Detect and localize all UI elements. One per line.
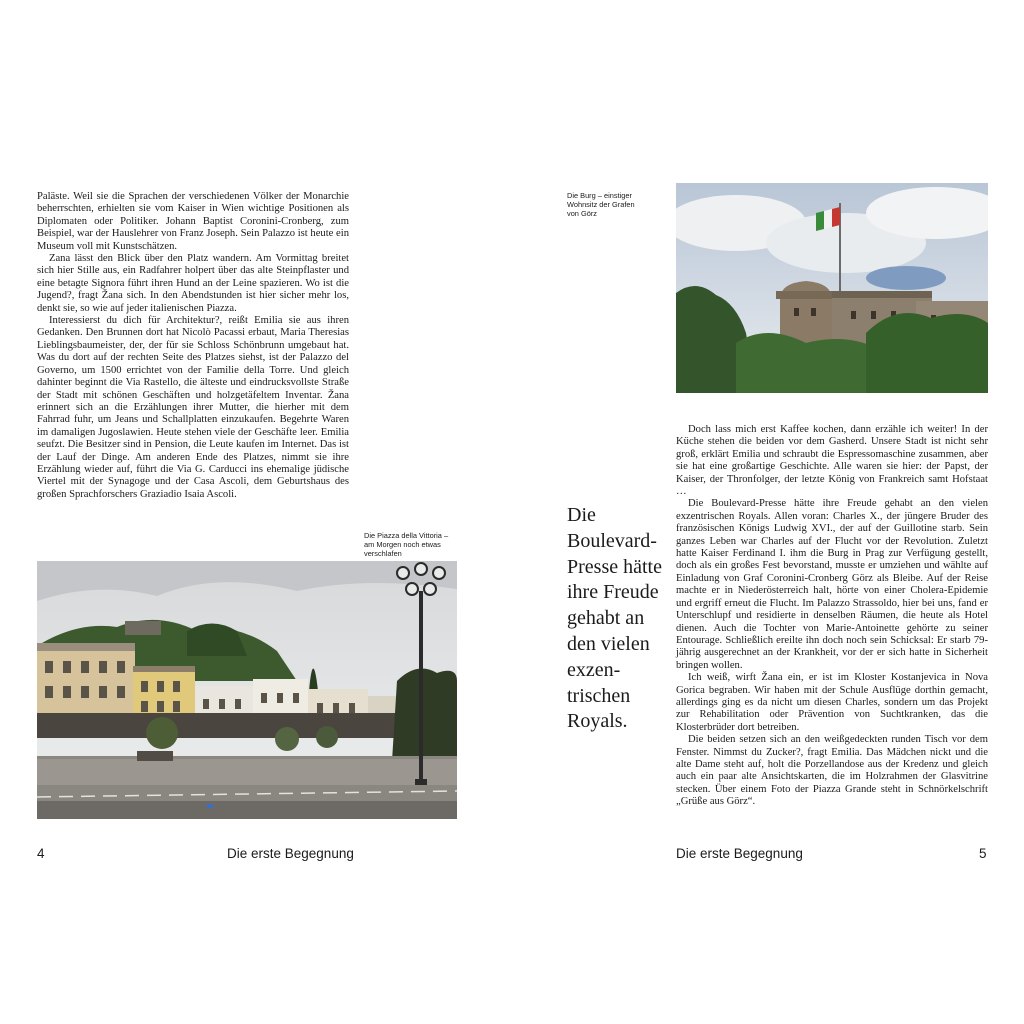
castle-photo	[676, 183, 988, 393]
right-photo-caption: Die Burg – einstiger Wohnsitz der Grafen von Görz	[567, 191, 635, 218]
paragraph: Ich weiß, wirft Žana ein, er ist im Kloster Kostanjevica in Nova Gorica begraben. Wir haben mit der Schule Ausflüge dorthin gemacht, allerdings ging es da nicht um diesen Charles, sondern um das Projekt zur Rehabilitation oder Prävention von Suchtkranken, das die Klosterbrüder dort betreiben.	[676, 672, 988, 733]
paragraph: Paläste. Weil sie die Sprachen der verschiedenen Völker der Monarchie beherrschten, erhielten sie vom Kaiser in Wien wichtige Positionen als Diplomaten oder Politiker. Johann Baptist Coronini-Cronberg, zum Beispiel, war der Hauslehrer von Franz Joseph. Sein Palazzo ist heute ein Museum voll mit Kunstschätzen.	[37, 191, 349, 252]
left-photo-caption: Die Piazza della Vittoria – am Morgen noch etwas verschlafen	[364, 531, 449, 558]
paragraph: Die Boulevard-Presse hätte ihre Freude gehabt an den vielen exzentrischen Royals. Allen voran: Charles X., der jüngere Bruder des französischen Königs Ludwig XVI., der auf der Guillotine starb. Sein ganzes Leben war Charles auf der Flucht vor der Revolution. Zuletzt hatte Kaiser Ferdinand I. ihm die Burg in Prag zur Verfügung gestellt, doch als ein großes Fest bevorstand, musste er umziehen und wählte auf Einladung von Graf Coronini-Cronberg Görz als Bleibe. Auf der Reise machte er in Niederösterreich halt, hörte von einer Cholera-Epidemie und ergriff erneut die Flucht. Im Palazzo Strassoldo, hier bei uns, fand er Unterschlupf und residierte in denselben Räumen, die heute als Hotel dienen. Auch die Tochter von Marie-Antoinette gehörte zu seiner Entourage. Schließlich ereilte ihn doch noch sein Schicksal: Er starb 79-jährig ausgerechnet an der Krankheit, vor der er sich hatte in Sicherheit bringen wollen.	[676, 498, 988, 671]
paragraph: Die beiden setzen sich an den weißgedeckten runden Tisch vor dem Fenster. Nimmst du Zucker?, fragt Emilia. Das Mädchen nickt und die alte Dame steht auf, holt die Porzellandose aus der Kredenz und gleich auch ein paar alte Ansichtskarten, die im Holzrahmen der Glasvitrine stecken. Über einem Foto der Piazza Grande steht in Schnörkelschrift „Grüße aus Görz“.	[676, 734, 988, 808]
piazza-photo	[37, 561, 457, 819]
left-page-number: 4	[37, 846, 45, 861]
right-body-text	[676, 424, 988, 809]
right-running-title: Die erste Begegnung	[676, 846, 803, 861]
paragraph: Interessierst du dich für Architektur?, reißt Emilia sie aus ihren Gedanken. Den Brunnen dort hat Nicolò Pacassi erbaut, Maria Theresias Lieblingsbaumeister, der, der für sie Schloss Schönbrunn umgebaut hat. Was du dort auf der rechten Seite des Platzes siehst, ist der Palazzo del Governo, um 1500 errichtet von der Familie della Torre. Und gleich dahinter beginnt die Via Rastello, die älteste und eindrucksvollste Straße der Stadt mit schönen Geschäften und holzgetäfeltem Inventar. Žana erinnert sich an die Erzählungen ihrer Mutter, die hierher mit dem Fahrrad fuhr, um Jeans und Schallplatten einzukaufen. Begehrte Waren im damaligen Jugoslawien. Heute stehen viele der Geschäfte leer. Emilia seufzt. Die Besitzer sind in Pension, die Leute kaufen im Internet. Das ist der Lauf der Dinge. Am anderen Ende des Platzes, nimmt sie ihre Erzählung wieder auf, führt die Via G. Carducci ins ehemalige jüdische Viertel mit der Synagoge und der Casa Ascoli, dem Geburtshaus des großen Sprachforschers Graziadio Isaia Ascoli.	[37, 315, 349, 500]
paragraph: Zana lässt den Blick über den Platz wandern. Am Vormittag breitet sich hier Stille aus, ein Radfahrer holpert über das alte Steinpflaster und eine betagte Signora führt ihren Hund an der Leine spazieren. Wo ist die Jugend?, fragt Žana sich. In den Abendstunden ist hier sicher mehr los, denkt sie, so wie auf jeder italienischen Piazza.	[37, 253, 349, 314]
right-page-number: 5	[979, 846, 987, 861]
paragraph: Doch lass mich erst Kaffee kochen, dann erzähle ich weiter! In der Küche stehen die beiden vor dem Gasherd. Unsere Stadt ist nicht sehr groß, erklärt Emilia und schraubt die Espressomaschine zusammen, aber sie hat eine großartige Geschichte. Alle waren sie hier: der Papst, der Kaiser, der Thronfolger, der letzte König von Frankreich samt Hofstaat …	[676, 424, 988, 498]
pull-quote: Die Boulevard-Presse hätte ihre Freude gehabt an den vielen exzen-trischen Royals.	[567, 504, 662, 733]
left-running-title: Die erste Begegnung	[227, 846, 354, 861]
left-body-text	[37, 191, 349, 501]
